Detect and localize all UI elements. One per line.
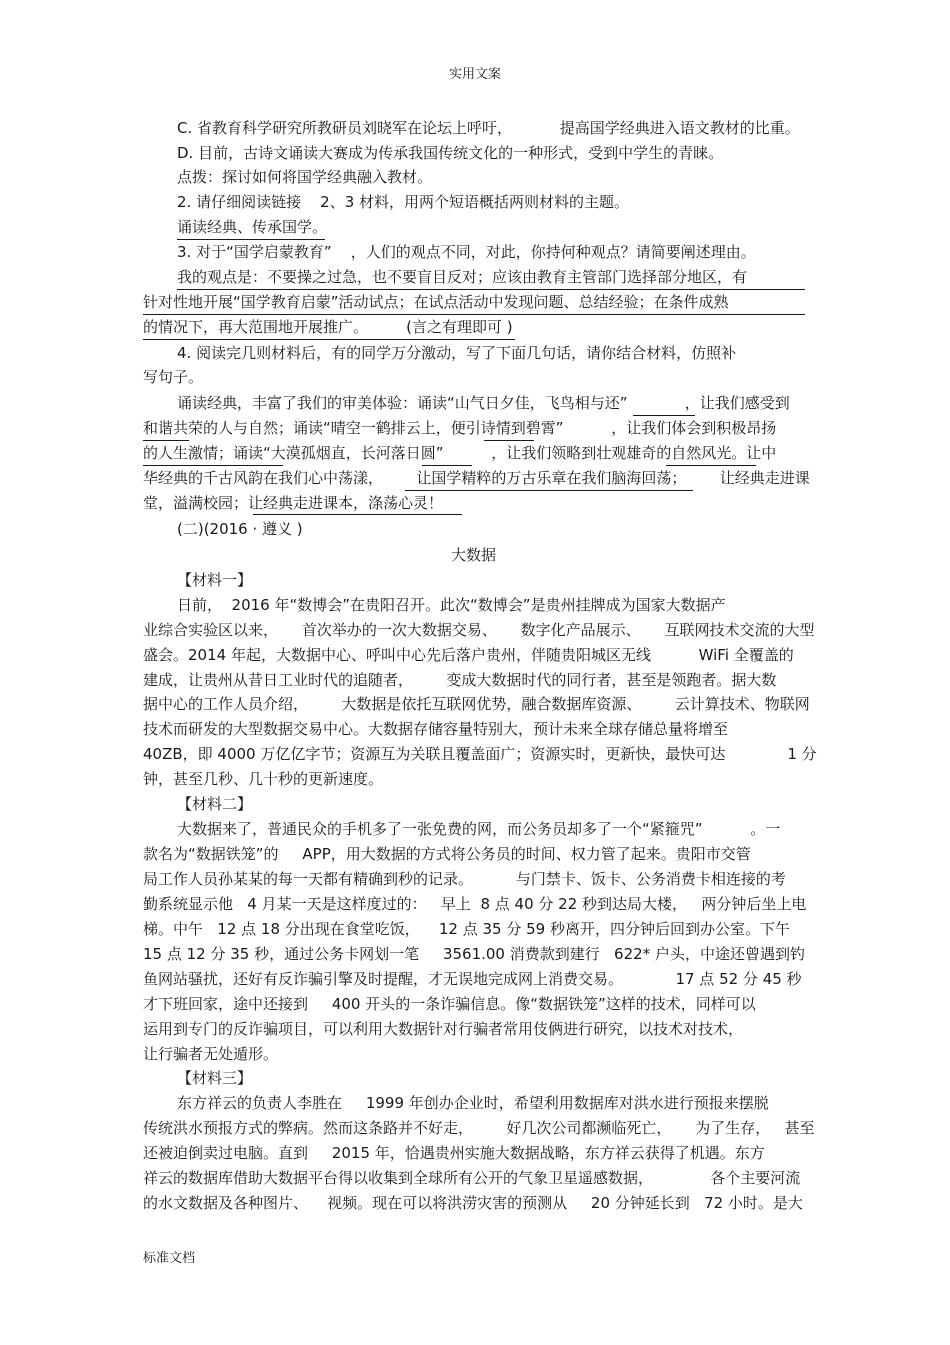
answer-underline: [484, 440, 534, 441]
material-2-line-1: 大数据来了，普通民众的手机多了一张免费的网，而公务员却多了一个“紧箍咒” 。一: [177, 820, 781, 838]
question-4-line-1: 4. 阅读完几则材料后，有的同学万分激动，写了下面几句话，请你结合材料，仿照补: [177, 344, 737, 362]
answer-4-line-5: 堂，溢满校园；让经典走进课本，涤荡心灵！: [143, 494, 444, 512]
material-2-line-3: 局工作人员孙某某的每一天都有精确到秒的记录。 与门禁卡、饭卡、公务消费卡相连接的考: [143, 870, 786, 888]
question-2: 2. 请仔细阅读链接 2、3 材料，用两个短语概括两则材料的主题。: [177, 193, 630, 211]
material-3-line-1: 东方祥云的负责人李胜在 1999 年创办企业时，希望利用数据库对洪水进行预报来摆脱: [177, 1094, 769, 1112]
material-1-line-2: 业综合实验区以来， 首次举办的一次大数据交易、 数字化产品展示、 互联网技术交流的大型: [143, 621, 815, 639]
answer-underline: [177, 239, 325, 240]
answer-underline: [422, 465, 472, 466]
material-1-line-3: 盛会。2014 年起，大数据中心、呼叫中心先后落户贵州，伴随贵阳城区无线 WiFi 全覆盖的: [143, 646, 794, 664]
question-3: 3. 对于“国学启蒙教育” ，人们的观点不同，对此，你持何种观点？请简要阐述理由。: [177, 243, 756, 261]
material-1-line-4: 建成，让贵州从昔日工业时代的追随者， 变成大数据时代的同行者，甚至是领跑者。据大数: [143, 671, 777, 689]
material-3-line-4: 祥云的数据库借助大数据平台得以收集到全球所有公开的气象卫星遥感数据， 各个主要河流: [143, 1169, 801, 1187]
question-4-line-2: 写句子。: [143, 368, 204, 386]
answer-4-line-2: 和谐共荣的人与自然；诵读“晴空一鹤排云上，便引诗情到碧霄” ，让我们体会到积极昂扬: [143, 419, 777, 437]
answer-underline: [405, 490, 693, 491]
material-1-line-1: 日前， 2016 年“数博会”在贵阳召开。此次“数博会”是贵州挂牌成为国家大数据产: [177, 596, 726, 614]
answer-underline: [633, 415, 695, 416]
material-1-line-6: 技术而研发的大型数据交易中心。大数据存储容量特别大，预计未来全球存储总量将增至: [143, 720, 729, 738]
answer-3-line-1: 我的观点是：不要操之过急，也不要盲目反对；应该由教育主管部门选择部分地区，有: [177, 268, 748, 286]
material-1-line-7: 40ZB，即 4000 万亿亿字节；资源互为关联且覆盖面广；资源实时，更新快，最快可达 1 分: [143, 745, 817, 763]
answer-3-line-3: 的情况下，再大范围地开展推广。 (言之有理即可 ): [143, 318, 513, 336]
answer-3-line-2: 针对性地开展“国学教育启蒙”活动试点；在试点活动中发现问题、总结经验；在条件成熟: [143, 293, 729, 311]
material-2-line-5: 梯。中午 12 点 18 分出现在食堂吃饭， 12 点 35 分 59 秒离开，四分钟后回到办公室。下午: [143, 920, 790, 938]
material-1-label: 【材料一】: [177, 571, 253, 589]
material-3-line-3: 还被迫倒卖过电脑。直到 2015 年，恰遇贵州实施大数据战略，东方祥云获得了机遇。东方: [143, 1144, 765, 1162]
material-2-line-8: 才下班回家，途中还接到 400 开头的一条诈骗信息。像“数据铁笼”这样的技术，同样可以: [143, 995, 756, 1013]
material-3-label: 【材料三】: [177, 1069, 253, 1087]
option-d: D. 目前，古诗文诵读大赛成为传承我国传统文化的一种形式，受到中学生的青睐。: [177, 144, 724, 162]
answer-underline: [143, 314, 805, 315]
material-2-line-9: 运用到专门的反诈骗项目，可以利用大数据针对行骗者常用伎俩进行研究，以技术对技术，: [143, 1020, 744, 1038]
answer-underline: [177, 289, 805, 290]
material-2-line-10: 让行骗者无处遁形。: [143, 1045, 279, 1063]
section-2-label: (二)(2016 · 遵义 ): [177, 520, 303, 538]
answer-4-line-3: 的人生激情；诵读“大漠孤烟直，长河落日圆” ，让我们领略到壮观雄奇的自然风光。让中: [143, 444, 777, 462]
hint-text: 点拨：探讨如何将国学经典融入教材。: [177, 168, 433, 186]
material-1-line-5: 据中心的工作人员介绍， 大数据是依托互联网优势，融合数据库资源、 云计算技术、物联网: [143, 695, 810, 713]
article-title: 大数据: [451, 546, 497, 564]
answer-2: 诵读经典、传承国学。: [177, 218, 328, 236]
page-footer: 标准文档: [143, 1251, 196, 1266]
answer-4-line-4: 华经典的千古风韵在我们心中荡漾， 让国学精粹的万古乐章在我们脑海回荡； 让经典走进课: [143, 469, 810, 487]
answer-underline: [143, 339, 515, 340]
option-c: C. 省教育科学研究所教研员刘晓军在论坛上呼吁， 提高国学经典进入语文教材的比重。: [177, 119, 800, 137]
material-2-line-2: 款名为“数据铁笼”的 APP，用大数据的方式将公务员的时间、权力管了起来。贵阳市交管: [143, 845, 751, 863]
page-header: 实用文案: [449, 67, 502, 82]
material-2-label: 【材料二】: [177, 795, 253, 813]
answer-underline: [253, 514, 462, 515]
answer-underline: [143, 465, 283, 466]
material-1-line-8: 钟，甚至几秒、几十秒的更新速度。: [143, 770, 384, 788]
answer-underline: [143, 440, 189, 441]
material-3-line-2: 传统洪水预报方式的弊病。然而这条路并不好走， 好几次公司都濒临死亡， 为了生存， 甚至: [143, 1119, 815, 1137]
material-3-line-5: 的水文数据及各种图片、 视频。现在可以将洪涝灾害的预测从 20 分钟延长到 72 小时。是大: [143, 1194, 803, 1212]
answer-4-line-1: 诵读经典，丰富了我们的审美体验：诵读“山气日夕佳，飞鸟相与还” ，让我们感受到: [177, 394, 790, 412]
material-2-line-7: 鱼网站骚扰，还好有反诈骗引擎及时提醒，才无误地完成网上消费交易。 17 点 52 分 45 秒: [143, 970, 802, 988]
answer-underline: [666, 465, 756, 466]
material-2-line-4: 勤系统显示他 4 月某一天是这样度过的： 早上 8 点 40 分 22 秒到达局大楼， 两分钟后坐上电: [143, 895, 807, 913]
material-2-line-6: 15 点 12 分 35 秒，通过公务卡网划一笔 3561.00 消费款到建行 622* 户头，中途还曾遇到钓: [143, 945, 805, 963]
